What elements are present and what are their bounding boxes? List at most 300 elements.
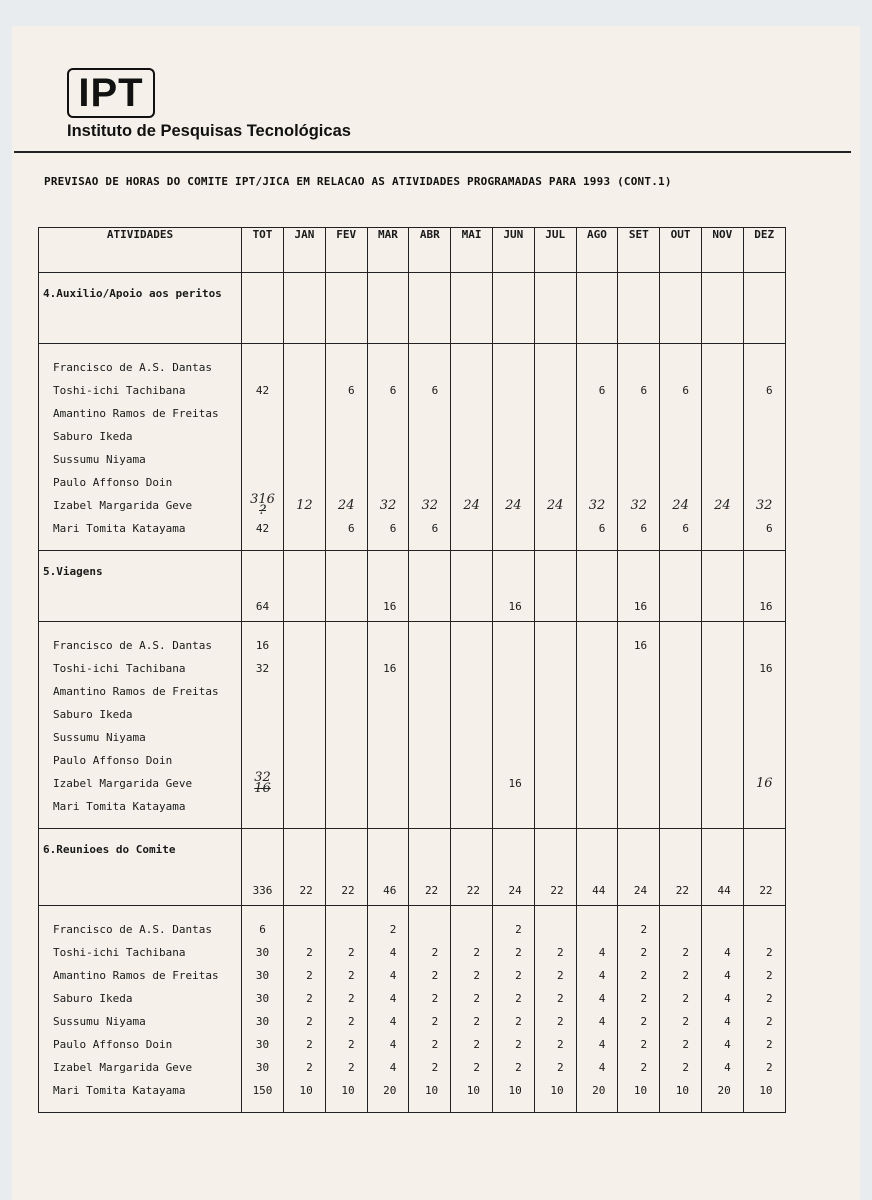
- person-hours-cell: 2: [682, 946, 689, 959]
- person-name: Toshi-ichi Tachibana: [53, 384, 186, 397]
- person-hours-cell: [284, 680, 325, 703]
- column-header-nov: NOV: [701, 228, 743, 273]
- person-hours-cell: [284, 471, 325, 494]
- person-hours-cell: 2: [431, 992, 439, 1005]
- person-hours-cell: 2: [389, 923, 397, 936]
- person-month-column: [325, 622, 367, 829]
- person-name: Izabel Margarida Geve: [53, 777, 193, 790]
- person-hours-cell: [660, 680, 701, 703]
- person-name: Sussumu Niyama: [53, 1015, 146, 1028]
- person-hours-cell: 16: [383, 662, 397, 675]
- person-hours-cell: [451, 471, 492, 494]
- person-hours-cell: [618, 356, 659, 379]
- person-hours-cell: [535, 402, 576, 425]
- handwritten-hours: 16: [756, 776, 773, 791]
- person-hours-cell: [618, 703, 659, 726]
- column-header-jul: JUL: [534, 228, 576, 273]
- person-month-column: [284, 622, 326, 829]
- person-hours-cell: [368, 795, 409, 818]
- person-month-column: [534, 906, 576, 1113]
- person-hours-cell: 2: [473, 1015, 480, 1028]
- person-hours-cell: 2: [473, 969, 480, 982]
- person-hours-cell: [702, 517, 743, 540]
- person-hours-cell: [409, 772, 450, 795]
- person-hours-cell: [744, 402, 785, 425]
- person-hours-cell: [451, 703, 492, 726]
- person-hours-cell: [535, 356, 576, 379]
- people-block-row: [39, 906, 786, 1113]
- person-hours-cell: [326, 795, 367, 818]
- person-hours-cell: [702, 772, 743, 795]
- person-hours-cell: [618, 425, 659, 448]
- person-hours-cell: 6: [765, 522, 773, 535]
- person-hours-cell: [451, 402, 492, 425]
- person-hours-cell: 30: [255, 1015, 270, 1028]
- person-hours-cell: [535, 726, 576, 749]
- person-hours-cell: 2: [347, 1038, 355, 1051]
- section-month-total: [743, 273, 785, 344]
- person-name: Sussumu Niyama: [53, 731, 146, 744]
- person-hours-cell: [702, 448, 743, 471]
- person-hours-cell: [493, 448, 534, 471]
- column-header-abr: ABR: [409, 228, 451, 273]
- person-hours-cell: [368, 425, 409, 448]
- person-name: Mari Tomita Katayama: [53, 1084, 186, 1097]
- person-hours-cell: [451, 918, 492, 941]
- person-hours-cell: 10: [508, 1084, 522, 1097]
- person-hours-cell: 30: [255, 992, 270, 1005]
- person-name: Izabel Margarida Geve: [53, 1061, 193, 1074]
- person-hours-cell: 6: [598, 384, 606, 397]
- person-hours-cell: [409, 471, 450, 494]
- person-month-column: [618, 622, 660, 829]
- person-hours-cell: [451, 379, 492, 402]
- person-name: Sussumu Niyama: [53, 453, 146, 466]
- person-hours-cell: [702, 425, 743, 448]
- person-hours-cell: 30: [255, 946, 270, 959]
- person-hours-cell: 2: [682, 1061, 689, 1074]
- person-month-column: [451, 622, 493, 829]
- person-hours-cell: [326, 425, 367, 448]
- section-month-total: [534, 551, 576, 622]
- person-hours-cell: [618, 402, 659, 425]
- person-hours-cell: 2: [473, 946, 480, 959]
- person-hours-cell: [326, 749, 367, 772]
- person-hours-cell: [577, 634, 618, 657]
- person-hours-cell: 10: [466, 1084, 480, 1097]
- handwritten-hours: 32: [630, 498, 648, 513]
- person-hours-cell: [618, 772, 659, 795]
- person-hours-cell: 6: [389, 384, 397, 397]
- handwritten-total: 316: [250, 492, 275, 507]
- person-hours-cell: 2: [556, 992, 564, 1005]
- person-hours-cell: 2: [306, 946, 313, 959]
- person-hours-cell: [744, 680, 785, 703]
- section-month-total: 24: [492, 829, 534, 906]
- section-header-row: [39, 551, 786, 622]
- person-hours-cell: 2: [765, 1038, 773, 1051]
- person-hours-cell: 2: [306, 992, 313, 1005]
- person-hours-cell: [702, 356, 743, 379]
- person-hours-cell: [242, 448, 283, 471]
- person-hours-cell: [451, 634, 492, 657]
- person-hours-cell: [242, 680, 283, 703]
- person-hours-cell: [535, 634, 576, 657]
- person-name: Amantino Ramos de Freitas: [53, 685, 219, 698]
- handwritten-hours: 24: [546, 498, 564, 513]
- person-hours-cell: 2: [431, 1038, 439, 1051]
- person-hours-cell: [660, 749, 701, 772]
- person-hours-cell: 2: [306, 1038, 313, 1051]
- person-hours-cell: 2: [347, 946, 355, 959]
- person-hours-cell: [409, 402, 450, 425]
- section-header-row: [39, 829, 786, 906]
- section-month-total: [701, 273, 743, 344]
- person-hours-cell: [326, 634, 367, 657]
- section-month-total: [701, 551, 743, 622]
- column-header-jun: JUN: [492, 228, 534, 273]
- person-hours-cell: [702, 680, 743, 703]
- person-hours-cell: [744, 356, 785, 379]
- person-hours-cell: [744, 703, 785, 726]
- person-hours-cell: 6: [389, 522, 397, 535]
- struck-total: ?: [259, 503, 266, 518]
- person-hours-cell: [368, 772, 409, 795]
- person-hours-cell: [744, 726, 785, 749]
- person-hours-cell: 2: [347, 1061, 355, 1074]
- person-hours-cell: 2: [431, 969, 439, 982]
- person-hours-cell: [284, 425, 325, 448]
- person-hours-cell: 2: [515, 969, 522, 982]
- person-hours-cell: [577, 402, 618, 425]
- person-hours-cell: [577, 918, 618, 941]
- person-hours-cell: [618, 795, 659, 818]
- person-hours-cell: 4: [598, 946, 606, 959]
- person-hours-cell: 30: [255, 969, 270, 982]
- person-hours-cell: 2: [556, 1038, 564, 1051]
- person-hours-cell: 4: [389, 1038, 397, 1051]
- person-month-column: [409, 906, 451, 1113]
- person-hours-cell: [493, 402, 534, 425]
- person-hours-cell: 6: [682, 522, 689, 535]
- person-hours-cell: 10: [633, 1084, 648, 1097]
- person-hours-cell: 30: [255, 1038, 270, 1051]
- header-divider: [14, 151, 851, 153]
- person-hours-cell: 6: [347, 522, 355, 535]
- person-hours-cell: [535, 680, 576, 703]
- section-month-total: 46: [367, 829, 409, 906]
- section-month-total: 22: [284, 829, 326, 906]
- person-hours-cell: 2: [473, 992, 480, 1005]
- person-hours-cell: 10: [675, 1084, 689, 1097]
- person-hours-cell: 4: [389, 1015, 397, 1028]
- person-name: Amantino Ramos de Freitas: [53, 969, 219, 982]
- section-month-total: 22: [451, 829, 493, 906]
- person-hours-cell: [284, 749, 325, 772]
- person-hours-cell: [702, 918, 743, 941]
- person-hours-cell: 2: [765, 992, 773, 1005]
- person-month-column: [576, 344, 618, 551]
- person-hours-cell: [409, 634, 450, 657]
- person-hours-cell: [451, 425, 492, 448]
- person-hours-cell: [242, 726, 283, 749]
- person-hours-cell: 2: [515, 923, 522, 936]
- person-hours-cell: [493, 471, 534, 494]
- person-month-column: [701, 344, 743, 551]
- column-header-tot: TOT: [242, 228, 284, 273]
- column-header-mar: MAR: [367, 228, 409, 273]
- person-hours-cell: [535, 918, 576, 941]
- person-hours-cell: [284, 772, 325, 795]
- person-hours-cell: [409, 680, 450, 703]
- person-hours-cell: [451, 517, 492, 540]
- person-hours-cell: [535, 703, 576, 726]
- section-month-total: 24: [618, 829, 660, 906]
- handwritten-hours: 32: [755, 498, 773, 513]
- person-hours-cell: [284, 795, 325, 818]
- person-month-column: [743, 906, 785, 1113]
- person-month-column: [367, 906, 409, 1113]
- section-month-total: 22: [660, 829, 702, 906]
- person-hours-cell: 2: [640, 1015, 648, 1028]
- person-name: Amantino Ramos de Freitas: [53, 407, 219, 420]
- person-hours-cell: [535, 749, 576, 772]
- person-hours-cell: 2: [640, 923, 648, 936]
- person-name: Paulo Affonso Doin: [53, 476, 173, 489]
- person-month-column: [534, 622, 576, 829]
- person-hours-cell: [493, 795, 534, 818]
- person-hours-cell: [618, 448, 659, 471]
- person-hours-cell: [618, 749, 659, 772]
- person-hours-cell: 6: [640, 384, 648, 397]
- handwritten-hours: 24: [337, 498, 355, 513]
- person-name: Mari Tomita Katayama: [53, 522, 186, 535]
- person-hours-cell: [409, 356, 450, 379]
- person-hours-cell: 2: [347, 1015, 355, 1028]
- person-hours-cell: [242, 703, 283, 726]
- struck-total: 16: [254, 781, 271, 796]
- person-hours-cell: [577, 448, 618, 471]
- person-hours-cell: [326, 772, 367, 795]
- person-name: Toshi-ichi Tachibana: [53, 946, 186, 959]
- person-hours-cell: [326, 356, 367, 379]
- person-hours-cell: 10: [550, 1084, 564, 1097]
- person-hours-cell: [577, 356, 618, 379]
- people-block-row: [39, 622, 786, 829]
- person-hours-cell: [702, 749, 743, 772]
- person-hours-cell: 4: [724, 1015, 731, 1028]
- person-hours-cell: [409, 795, 450, 818]
- person-hours-cell: [242, 471, 283, 494]
- section-month-total: [451, 273, 493, 344]
- section-month-total: [534, 273, 576, 344]
- person-hours-cell: 2: [640, 1061, 648, 1074]
- person-hours-cell: [409, 703, 450, 726]
- column-header-ago: AGO: [576, 228, 618, 273]
- section-month-total: [325, 273, 367, 344]
- person-hours-cell: [326, 402, 367, 425]
- person-hours-cell: [535, 379, 576, 402]
- person-hours-cell: [409, 726, 450, 749]
- people-names: [39, 622, 242, 829]
- person-hours-cell: 20: [592, 1084, 606, 1097]
- person-hours-cell: [493, 425, 534, 448]
- column-header-mai: MAI: [451, 228, 493, 273]
- column-header-jan: JAN: [284, 228, 326, 273]
- person-hours-cell: [535, 448, 576, 471]
- person-hours-cell: [368, 471, 409, 494]
- person-hours-cell: [242, 795, 283, 818]
- person-hours-cell: [744, 634, 785, 657]
- section-month-total: [409, 273, 451, 344]
- person-hours-cell: [660, 356, 701, 379]
- section-month-total: 44: [701, 829, 743, 906]
- person-hours-cell: 16: [633, 639, 648, 652]
- person-hours-cell: 6: [765, 384, 773, 397]
- person-name: Francisco de A.S. Dantas: [53, 923, 212, 936]
- person-hours-cell: 2: [515, 1015, 522, 1028]
- person-hours-cell: 2: [515, 1061, 522, 1074]
- person-hours-cell: [409, 448, 450, 471]
- person-hours-cell: [535, 425, 576, 448]
- person-hours-cell: [493, 749, 534, 772]
- column-header-fev: FEV: [325, 228, 367, 273]
- people-names: [39, 906, 242, 1113]
- section-label: 5.Viagens: [39, 551, 242, 622]
- person-hours-cell: 2: [556, 1015, 564, 1028]
- person-hours-cell: 2: [556, 946, 564, 959]
- person-hours-cell: 4: [598, 1061, 606, 1074]
- person-hours-cell: 2: [765, 1015, 773, 1028]
- person-hours-cell: 4: [389, 992, 397, 1005]
- person-hours-cell: [618, 680, 659, 703]
- institution-name: Instituto de Pesquisas Tecnológicas: [67, 122, 351, 140]
- section-month-total: 22: [325, 829, 367, 906]
- person-hours-cell: 16: [255, 639, 270, 652]
- person-hours-cell: [451, 795, 492, 818]
- person-hours-cell: [702, 634, 743, 657]
- person-hours-cell: 10: [759, 1084, 773, 1097]
- person-hours-cell: [744, 749, 785, 772]
- section-month-total: [284, 551, 326, 622]
- person-hours-cell: [577, 749, 618, 772]
- person-name: Toshi-ichi Tachibana: [53, 662, 186, 675]
- hours-forecast-table: [38, 227, 786, 1113]
- person-hours-cell: 4: [724, 1061, 731, 1074]
- person-hours-cell: 2: [306, 1015, 313, 1028]
- handwritten-hours: 32: [379, 498, 397, 513]
- person-hours-cell: [702, 726, 743, 749]
- person-hours-cell: [577, 726, 618, 749]
- person-hours-cell: 2: [765, 946, 773, 959]
- handwritten-hours: 32: [421, 498, 439, 513]
- header-row: [39, 228, 786, 273]
- person-hours-cell: [744, 448, 785, 471]
- document-title: PREVISAO DE HORAS DO COMITE IPT/JICA EM RELACAO AS ATIVIDADES PROGRAMADAS PARA 1993 (CONT.1): [44, 175, 672, 188]
- people-block-row: [39, 344, 786, 551]
- person-hours-cell: [368, 680, 409, 703]
- person-hours-cell: [660, 772, 701, 795]
- person-hours-cell: 2: [682, 1015, 689, 1028]
- person-month-column: [618, 906, 660, 1113]
- person-hours-cell: [618, 726, 659, 749]
- person-hours-cell: [660, 448, 701, 471]
- person-hours-cell: 2: [515, 1038, 522, 1051]
- person-hours-cell: [284, 448, 325, 471]
- person-hours-cell: 150: [252, 1084, 273, 1097]
- person-hours-cell: [702, 703, 743, 726]
- person-hours-cell: 42: [255, 384, 270, 397]
- person-hours-cell: [744, 918, 785, 941]
- person-hours-cell: [409, 425, 450, 448]
- person-hours-cell: [409, 749, 450, 772]
- person-hours-cell: [577, 795, 618, 818]
- person-hours-cell: 6: [682, 384, 689, 397]
- person-hours-cell: 2: [473, 1061, 480, 1074]
- person-hours-cell: 10: [424, 1084, 439, 1097]
- person-hours-cell: [493, 680, 534, 703]
- person-hours-cell: 4: [598, 992, 606, 1005]
- person-month-column: [367, 344, 409, 551]
- person-hours-cell: [451, 657, 492, 680]
- person-hours-cell: 10: [299, 1084, 313, 1097]
- section-month-total: 16: [367, 551, 409, 622]
- handwritten-hours: 24: [463, 498, 480, 513]
- handwritten-hours: 24: [672, 498, 689, 513]
- person-hours-cell: [451, 772, 492, 795]
- section-month-total: [451, 551, 493, 622]
- person-hours-cell: [660, 918, 701, 941]
- person-hours-cell: 6: [640, 522, 648, 535]
- section-total: [242, 273, 284, 344]
- person-month-column: [743, 622, 785, 829]
- person-hours-cell: 10: [341, 1084, 355, 1097]
- person-hours-cell: 4: [389, 946, 397, 959]
- section-month-total: [660, 551, 702, 622]
- person-hours-cell: [326, 471, 367, 494]
- person-hours-cell: 4: [724, 946, 731, 959]
- section-month-total: 16: [618, 551, 660, 622]
- person-hours-cell: [368, 448, 409, 471]
- person-hours-cell: 30: [255, 1061, 270, 1074]
- person-month-column: [409, 344, 451, 551]
- person-month-column: [618, 344, 660, 551]
- person-hours-cell: 2: [431, 946, 439, 959]
- person-hours-cell: 20: [383, 1084, 397, 1097]
- person-hours-cell: [577, 772, 618, 795]
- person-month-column: [492, 906, 534, 1113]
- column-header-set: SET: [618, 228, 660, 273]
- person-hours-cell: 2: [640, 992, 648, 1005]
- person-month-column: [660, 906, 702, 1113]
- person-hours-cell: [702, 402, 743, 425]
- person-month-column: [534, 344, 576, 551]
- person-hours-cell: 6: [431, 522, 439, 535]
- person-hours-cell: [577, 657, 618, 680]
- person-hours-cell: [326, 448, 367, 471]
- ipt-logo: IPT: [67, 68, 155, 118]
- person-hours-cell: [284, 634, 325, 657]
- person-hours-cell: [326, 726, 367, 749]
- person-hours-cell: 4: [724, 992, 731, 1005]
- section-month-total: 22: [743, 829, 785, 906]
- person-hours-cell: [493, 517, 534, 540]
- person-month-column: [743, 344, 785, 551]
- person-hours-cell: [284, 517, 325, 540]
- person-hours-cell: 4: [389, 969, 397, 982]
- section-month-total: 22: [409, 829, 451, 906]
- person-hours-cell: 16: [508, 777, 522, 790]
